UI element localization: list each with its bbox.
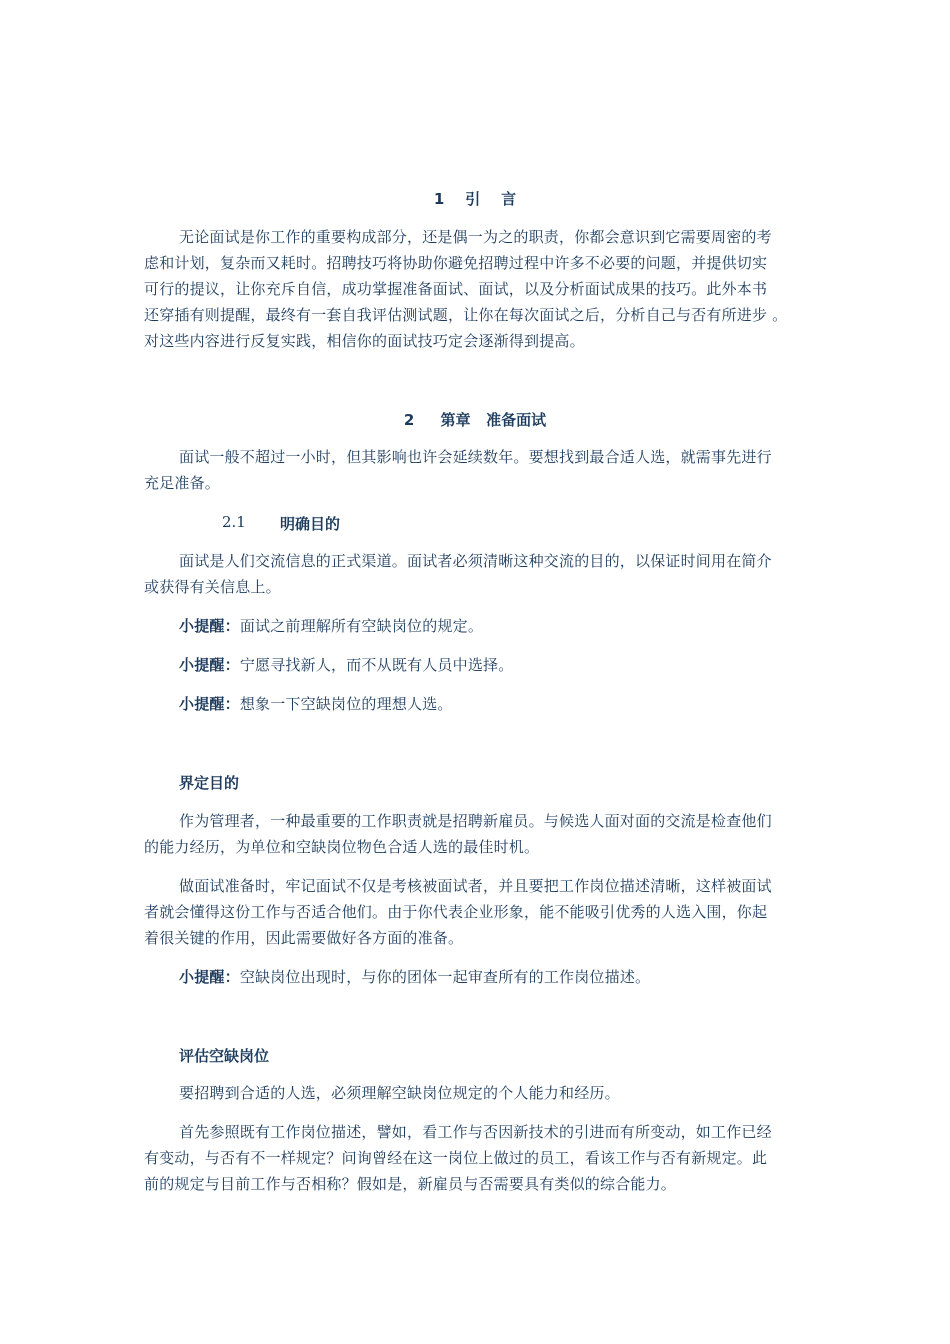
- intro-line-3: 可行的提议，让你充斥自信，成功掌握准备面试、面试，以及分析面试成果的技巧。此外本书: [144, 280, 768, 298]
- evaluate-p2-line-2: 有变动，与否有不一样规定？问询曾经在这一岗位上做过的员工，看该工作与否有新规定。此: [144, 1149, 768, 1167]
- define-p2-line-3: 着很关键的作用，因此需要做好各方面的准备。: [144, 929, 464, 947]
- tip-label: 小提醒：: [179, 617, 240, 635]
- subsection-number: 2.1: [222, 513, 246, 531]
- define-p1-line-2: 的能力经历，为单位和空缺岗位物色合适人选的最佳时机。: [144, 838, 540, 856]
- tip-text: 想象一下空缺岗位的理想人选。: [239, 695, 453, 713]
- tip-4: [179, 967, 650, 987]
- define-p2-line-2: 者就会懂得这份工作与否适合他们。由于你代表企业形象，能不能吸引优秀的人选入围，你起: [144, 903, 768, 921]
- tip-label: 小提醒：: [179, 656, 240, 674]
- chapter-2-heading: 2 第章 准备面试: [403, 411, 547, 429]
- define-p2-line-1: 做面试准备时，牢记面试不仅是考核被面试者，并且要把工作岗位描述清晰，这样被面试: [179, 877, 772, 895]
- intro-line-1: 无论面试是你工作的重要构成部分，还是偶一为之的职责，你都会意识到它需要周密的考: [179, 228, 772, 246]
- subsection-title: 明确目的: [280, 515, 341, 533]
- intro-line-4: 还穿插有则提醒，最终有一套自我评估测试题，让你在每次面试之后，分析自己与否有所进步 。: [144, 306, 788, 324]
- evaluate-p2-line-3: 前的规定与目前工作与否相称？假如是，新雇员与否需要具有类似的综合能力。: [144, 1175, 677, 1193]
- tip-3: [179, 694, 453, 714]
- sub21-line-1: 面试是人们交流信息的正式渠道。面试者必须清晰这种交流的目的，以保证时间用在简介: [179, 552, 772, 570]
- intro-line-2: 虑和计划，复杂而又耗时。招聘技巧将协助你避免招聘过程中许多不必要的问题，并提供切实: [144, 254, 768, 272]
- evaluate-vacancy-heading: 评估空缺岗位: [179, 1047, 270, 1065]
- tip-label: 小提醒：: [179, 695, 240, 713]
- tip-label: 小提醒：: [179, 968, 240, 986]
- evaluate-p2-line-1: 首先参照既有工作岗位描述，譬如，看工作与否因新技术的引进而有所变动，如工作已经: [179, 1123, 772, 1141]
- tip-1: [179, 616, 483, 636]
- section-1-heading: 1 引 言: [433, 190, 517, 208]
- intro-line-5: 对这些内容进行反复实践，相信你的面试技巧定会逐渐得到提高。: [144, 332, 585, 350]
- tip-2: [179, 655, 513, 675]
- tip-text: 空缺岗位出现时，与你的团体一起审查所有的工作岗位描述。: [239, 968, 651, 986]
- chapter2-line-2: 充足准备。: [144, 474, 221, 492]
- evaluate-p1-line-1: 要招聘到合适的人选，必须理解空缺岗位规定的个人能力和经历。: [179, 1084, 620, 1102]
- tip-text: 面试之前理解所有空缺岗位的规定。: [239, 617, 484, 635]
- tip-text: 宁愿寻找新人，而不从既有人员中选择。: [239, 656, 514, 674]
- define-purpose-heading: 界定目的: [179, 774, 240, 792]
- sub21-line-2: 或获得有关信息上。: [144, 578, 281, 596]
- define-p1-line-1: 作为管理者，一种最重要的工作职责就是招聘新雇员。与候选人面对面的交流是检查他们: [179, 812, 772, 830]
- chapter2-line-1: 面试一般不超过一小时，但其影响也许会延续数年。要想找到最合适人选，就需事先进行: [179, 448, 772, 466]
